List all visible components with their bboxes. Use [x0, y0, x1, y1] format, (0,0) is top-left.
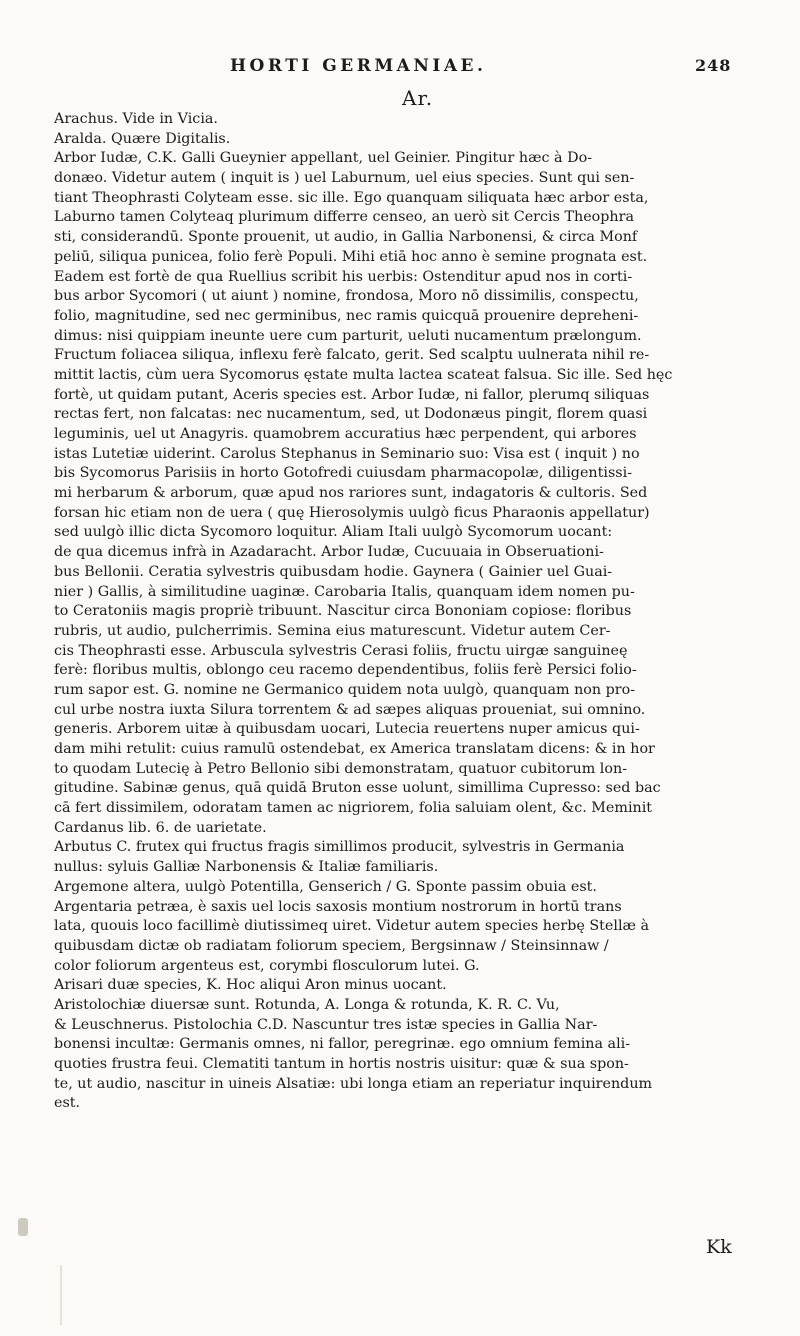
text-line: bus arbor Sycomori ( ut aiunt ) nomine, frondosa, Moro nō dissimilis, conspectu, — [54, 288, 639, 305]
body-text — [54, 110, 766, 1114]
text-line: Arisari duæ species, K. Hoc aliqui Aron minus uocant. — [54, 977, 447, 994]
text-line: istas Lutetiæ uiderint. Carolus Stephanus in Seminario suo: Visa est ( inquit ) no — [54, 445, 640, 462]
text-line: est. — [54, 1095, 81, 1112]
text-line: peliū, siliqua punicea, folio ferè Populi. Mihi etiā hoc anno è semine prognata est. — [54, 248, 648, 265]
text-line: cis Theophrasti esse. Arbuscula sylvestris Cerasi foliis, fructu uirgæ sanguineę — [54, 642, 628, 659]
text-line: Arbor Iudæ, C.K. Galli Gueynier appellant, uel Geinier. Pingitur hæc à Do- — [54, 150, 593, 167]
page-number: 248 — [695, 56, 732, 75]
text-line: de qua dicemus infrà in Azadaracht. Arbor Iudæ, Cucuuaia in Obseruationi- — [54, 544, 604, 561]
text-line: rum sapor est. G. nomine ne Germanico quidem nota uulgò, quanquam non pro- — [54, 681, 636, 698]
text-line: dam mihi retulit: cuius ramulū ostendebat, ex America translatam dicens: & in hor — [54, 741, 655, 757]
text-line: quibusdam dictæ ob radiatam foliorum speciem, Bergsinnaw / Steinsinnaw / — [54, 937, 609, 954]
text-line: te, ut audio, nascitur in uineis Alsatiæ: ubi longa etiam an reperiatur inquirendum — [54, 1075, 653, 1092]
text-line: to quodam Lutecię à Petro Bellonio sibi demonstratam, quatuor cubitorum lon- — [54, 760, 628, 777]
text-line: quoties frustra feui. Clematiti tantum in hortis nostris uisitur: quæ & sua spon- — [54, 1056, 629, 1072]
text-line: Argentaria petræa, è saxis uel locis saxosis montium nostrorum in hortū trans — [54, 898, 622, 915]
text-line: & Leuschnerus. Pistolochia C.D. Nascuntur tres istæ species in Gallia Nar- — [54, 1016, 598, 1033]
text-line: Eadem est fortè de qua Ruellius scribit his uerbis: Ostenditur apud nos in corti- — [54, 268, 633, 285]
text-line: cā fert dissimilem, odoratam tamen ac nigriorem, folia saluiam olent, &c. Meminit — [54, 800, 653, 817]
text-line: Arachus. Vide in Vicia. — [54, 111, 218, 127]
text-line: rectas fert, non falcatas: nec nucamentum, sed, ut Dodonæus pingit, florem quasi — [54, 406, 648, 423]
page-smudge — [60, 1265, 62, 1325]
text-line: ferè: floribus multis, oblongo ceu racemo dependentibus, foliis ferè Persici folio- — [54, 662, 637, 679]
text-line: donæo. Videtur autem ( inquit is ) uel Laburnum, uel eius species. Sunt qui sen- — [54, 170, 635, 187]
text-line: Aralda. Quære Digitalis. — [54, 130, 231, 147]
text-line: lata, quouis loco facillimè diutissimeq uiret. Videtur autem species herbę Stellæ à — [54, 918, 650, 935]
text-line: bis Sycomorus Parisiis in horto Gotofredi cuiusdam pharmacopolæ, diligentissi- — [54, 465, 633, 482]
text-line: sti, considerandū. Sponte prouenit, ut audio, in Gallia Narbonensi, & circa Monf — [54, 229, 638, 246]
text-line: gitudine. Sabinæ genus, quā quidā Bruton esse uolunt, simillima Cupresso: sed bac — [54, 780, 661, 797]
text-line: fortè, ut quidam putant, Aceris species est. Arbor Iudæ, ni fallor, plerumq siliquas — [54, 386, 650, 403]
running-title: HORTI GERMANIAE. — [230, 56, 487, 76]
text-line: dimus: nisi quippiam ineunte uere cum parturit, ueluti nucamentum prælongum. — [54, 327, 642, 344]
text-line: rubris, ut audio, pulcherrimis. Semina eius maturescunt. Videtur autem Cer- — [54, 622, 611, 639]
text-line: tiant Theophrasti Colyteam esse. sic ille. Ego quanquam siliquata hæc arbor esta, — [54, 189, 649, 206]
text-line: mittit lactis, cùm uera Sycomorus ęstate multa lactea scateat falsua. Sic ille. Sed hęc — [54, 366, 673, 383]
text-line: mi herbarum & arborum, quæ apud nos rariores sunt, indagatoris & cultoris. Sed — [54, 485, 648, 502]
text-line: bonensi incultæ: Germanis omnes, ni fallor, peregrinæ. ego omnium femina ali- — [54, 1036, 631, 1053]
text-line: Argemone altera, uulgò Potentilla, Genserich / G. Sponte passim obuia est. — [54, 878, 597, 895]
text-line: to Ceratoniis magis propriè tribuunt. Nascitur circa Bononiam copiose: floribus — [54, 603, 632, 620]
catchword: Kk — [706, 1236, 732, 1258]
section-letter-heading: Ar. — [402, 86, 434, 110]
text-line: generis. Arborem uitæ à quibusdam uocari, Lutecia reuertens nuper amicus qui- — [54, 721, 640, 738]
text-line: leguminis, uel ut Anagyris. quamobrem accuratius hæc perpendent, qui arbores — [54, 426, 637, 442]
text-line: cul urbe nostra iuxta Silura torrentem & ad sæpes aliquas proueniat, sui omnino. — [54, 701, 646, 718]
text-line: color foliorum argenteus est, corymbi flosculorum lutei. G. — [54, 957, 480, 974]
text-line: nier ) Gallis, à similitudine uaginæ. Carobaria Italis, quanquam idem nomen pu- — [54, 583, 635, 600]
text-line: Fructum foliacea siliqua, inflexu ferè falcato, gerit. Sed scalptu uulnerata nihil re- — [54, 347, 650, 364]
text-line: Cardanus lib. 6. de uarietate. — [54, 819, 267, 836]
page-stain-mark — [18, 1218, 28, 1236]
text-line: nullus: syluis Galliæ Narbonensis & Italiæ familiaris. — [54, 859, 439, 876]
text-line: sed uulgò illic dicta Sycomoro loquitur. Aliam Itali uulgò Sycomorum uocant: — [54, 524, 613, 541]
text-line: Aristolochiæ diuersæ sunt. Rotunda, A. Longa & rotunda, K. R. C. Vu, — [54, 996, 560, 1013]
text-line: bus Bellonii. Ceratia sylvestris quibusdam hodie. Gaynera ( Gainier uel Guai- — [54, 563, 613, 580]
text-line: Arbutus C. frutex qui fructus fragis simillimos producit, sylvestris in Germania — [54, 839, 625, 856]
text-line: Laburno tamen Colyteaq plurimum differre censeo, an uerò sit Cercis Theophra — [54, 209, 634, 226]
text-line: forsan hic etiam non de uera ( quę Hierosolymis uulgò ficus Pharaonis appellatur) — [54, 504, 650, 521]
text-line: folio, magnitudine, sed nec germinibus, nec ramis quicquā prouenire depreheni- — [54, 307, 639, 324]
